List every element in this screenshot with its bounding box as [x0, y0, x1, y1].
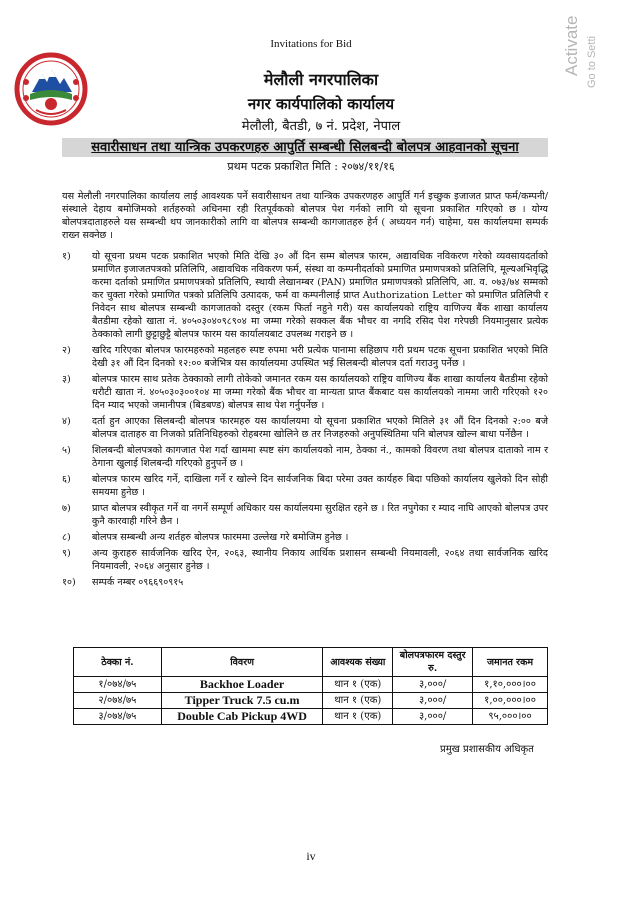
table-row: [74, 693, 548, 709]
item-description: Tipper Truck 7.5 cu.m: [161, 693, 323, 709]
item-number: ७): [62, 503, 71, 514]
intro-paragraph: यस मेलौली नगरपालिका कार्यालय लाई आवश्यक पर्ने सवारीसाधन तथा यान्त्रिक उपकरणहरु आपुर्ति गर्न इच्छुक इजाजत प्राप्त फर्म/कम्पनी/संस्थाले देहाय बमोजिमको शर्तहरुको अधिनमा रही रितपूर्वकको बोलपत्र पेश गर्नको लागि यो सूचना प्रकाशित गरिएको छ । योग्य बोलपत्रदाताहरुले यस सम्बन्धी थप जानकारीको लागि वा बोलपत्र सम्बन्धी कागजातहरु हेर्न ( अध्ययन गर्न) चाहेमा, यस कार्यालयमा सम्पर्क राख्न सक्नेछ ।: [62, 191, 548, 241]
conditions-list: [62, 250, 548, 592]
security-amount: १,००,०००।००: [473, 693, 548, 709]
column-header: आवश्यक संख्या: [323, 648, 393, 677]
list-item: [62, 415, 548, 441]
item-text: बोलपत्र फारम साथ प्रतेक ठेक्काको लागी तोकेको जमानत रकम यस कार्यालयको राष्ट्रिय वाणिज्य बैंक शाखा कार्यालय बैतडीमा रहेको धरौटी खाता नं. ४०५०३०३००१०४ मा जम्मा गरेको बैंक भौचर वा मान्यता प्राप्त बैंकबाट यस कार्यालयको नाममा जारी गरिएको १२० दिन म्याद भएको जमानीपत्र (बिडबण्ड) बोलपत्र साथ पेश गर्नुपर्नेछ ।: [92, 374, 548, 411]
column-header: विवरण: [161, 648, 323, 677]
address: मेलौली, बैतडी, ७ नं. प्रदेश, नेपाल: [241, 119, 401, 134]
table-row: [74, 677, 548, 693]
goto-settings-text: Go to Setti: [586, 36, 598, 88]
item-text: अन्य कुराहरु सार्वजनिक खरिद ऐन, २०६३, स्थानीय निकाय आर्थिक प्रशासन सम्बन्धी नियमावली, २०६४ तथा सार्वजनिक खरिद नियमावली, २०६४ अनुसार हुनेछ ।: [92, 548, 548, 572]
published-date: प्रथम पटक प्रकाशित मिति : २०७४/११/१६: [227, 160, 395, 173]
column-header: जमानत रकम: [473, 648, 548, 677]
item-number: ९): [62, 548, 71, 559]
header-label: Invitations for Bid: [270, 38, 352, 50]
item-number: १): [62, 251, 71, 262]
activate-text: Activate: [562, 15, 581, 76]
item-number: ४): [62, 416, 71, 427]
item-text: दर्ता हुन आएका सिलबन्दी बोलपत्र फारमहरु यस कार्यालयमा यो सूचना प्रकाशित भएको मितिले ३१ औं दिन दिनको २:०० बजे बोलपत्र दाताहरु वा निजको प्रतिनिधिहरुको रोहबरमा खोलिने छ तर निजहरुको अनुपस्थितिमा पनि बोलपत्र खोल्न बाधा पर्नेछैन ।: [92, 416, 548, 440]
form-fee: ३,०००/: [393, 693, 473, 709]
notice-title: सवारीसाधन तथा यान्त्रिक उपकरणहरु आपुर्ति सम्बन्धी सिलबन्दी बोलपत्र आहवानको सूचना: [62, 138, 548, 157]
item-number: ५): [62, 445, 71, 456]
bids-table: [73, 647, 548, 725]
column-header: ठेक्का नं.: [74, 648, 162, 677]
table-row: [74, 709, 548, 725]
office-name: नगर कार्यपालिको कार्यालय: [247, 95, 395, 113]
list-item: [62, 531, 548, 544]
quantity: थान १ (एक): [323, 677, 393, 693]
item-description: Backhoe Loader: [161, 677, 323, 693]
table-header-row: [74, 648, 548, 677]
item-text: बोलपत्र फारम खरिद गर्ने, दाखिला गर्ने र खोल्ने दिन सार्वजनिक बिदा परेमा उक्त कार्यहरु बिदा पछिको कार्यालय खुलेको दिन सोही समयमा हुनेछ ।: [92, 474, 548, 498]
column-header: बोलपत्रफारम दस्तुर रु.: [393, 648, 473, 677]
form-fee: ३,०००/: [393, 709, 473, 725]
security-amount: १,१०,०००।००: [473, 677, 548, 693]
item-text: शिलबन्दी बोलपत्रको कागजात पेश गर्दा खाममा स्पष्ट संग कार्यालयको नाम, ठेक्का नं., कामको विवरण तथा बोलपत्र दाताको नाम र ठेगाना खुलाई शिलबन्दी गरिएको हुनुपर्ने छ ।: [92, 445, 548, 469]
list-item: [62, 502, 548, 528]
item-number: ३): [62, 374, 71, 385]
item-number: ८): [62, 532, 71, 543]
org-name: मेलौली नगरपालिका: [263, 70, 379, 89]
contract-number: ३/०७४/७५: [74, 709, 162, 725]
list-item: [62, 576, 548, 589]
item-text: बोलपत्र सम्बन्धी अन्य शर्तहरु बोलपत्र फारममा उल्लेख गरे बमोजिम हुनेछ ।: [92, 532, 349, 543]
security-amount: ९५,०००।००: [473, 709, 548, 725]
quantity: थान १ (एक): [323, 709, 393, 725]
list-item: [62, 473, 548, 499]
item-text: खरिद गरिएका बोलपत्र फारमहरुको महलहरु स्पष्ट रुपमा भरी प्रत्येक पानामा सहिछाप गरी प्रथम पटक सूचना प्रकाशित भएको मिति देखी ३१ औं दिन दिनको १२:०० बजेभित्र यस कार्यालयमा उपस्थित भई सिलबन्दी बोलपत्र दर्ता गराउनु पर्नेछ ।: [92, 345, 548, 369]
page-number: iv: [306, 849, 316, 863]
list-item: [62, 444, 548, 470]
quantity: थान १ (एक): [323, 693, 393, 709]
contract-number: १/०७४/७५: [74, 677, 162, 693]
list-item: [62, 373, 548, 412]
item-number: १०): [62, 577, 76, 588]
activation-watermark[interactable]: [562, 0, 612, 90]
list-item: [62, 344, 548, 370]
item-text: सम्पर्क नम्बर ०९६६९०९१५: [92, 577, 184, 588]
item-number: ६): [62, 474, 71, 485]
item-description: Double Cab Pickup 4WD: [161, 709, 323, 725]
list-item: [62, 250, 548, 341]
contract-number: २/०७४/७५: [74, 693, 162, 709]
item-number: २): [62, 345, 71, 356]
item-text: यो सूचना प्रथम पटक प्रकाशित भएको मिति देखि ३० औं दिन सम्म बोलपत्र फारम, अद्यावधिक नविकरण गरेको व्यवसायदर्ताको प्रमाणित इजाजतपत्रको प्रतिलिपि, अद्यावधिक नविकरण फर्म, संस्था वा कम्पनीदर्ताको प्रमाणित प्रमाणपत्रको प्रतिलिपि, मूल्यअभिवृद्धि करमा दर्ताको प्रमाणित प्रमाणपत्रको प्रतिलिपि, स्थायी लेखानम्बर (PAN) प्रमाणित प्रमाणपत्रको प्रतिलिपि, आ. व. ०७३/७४ सम्मको कर चुक्ता गरेको प्रमाणित पत्रको प्रतिलिपि उत्पादक, फर्म वा कम्पनीलाई प्राप्त Authorization Letter को प्रमाणित प्रतिलिपी र निवेदन साथ बोलपत्र सम्बन्धी कागजातको दस्तुर (रकम फिर्ता नहुने गरी) यस कार्यालयको राष्ट्रिय वाणिज्य बैंक शाखा कार्यालय बैतडीमा रहेको खाता नं. ४०५०३०४०९८९०४ मा जम्मा गरेको सक्कल बैंक भौचर वा नगदि रसिद पेश गरेपछी नियमानुसार प्रत्येक ठेक्काको लागी छुट्टाछुट्टै बोलपत्र फारम यस कार्यालयबाट उपलब्ध गराइने छ ।: [92, 251, 548, 340]
form-fee: ३,०००/: [393, 677, 473, 693]
emblem-icon: [14, 52, 88, 126]
list-item: [62, 547, 548, 573]
item-text: प्राप्त बोलपत्र स्वीकृत गर्ने वा नगर्ने सम्पूर्ण अधिकार यस कार्यालयमा सुरक्षित रहने छ । रित नपुगेका र म्याद नाघि आएको बोलपत्र उपर कुनै कारवाही गरिने छैन ।: [92, 503, 548, 527]
signature-title: प्रमुख प्रशासकीय अधिकृत: [440, 744, 534, 755]
